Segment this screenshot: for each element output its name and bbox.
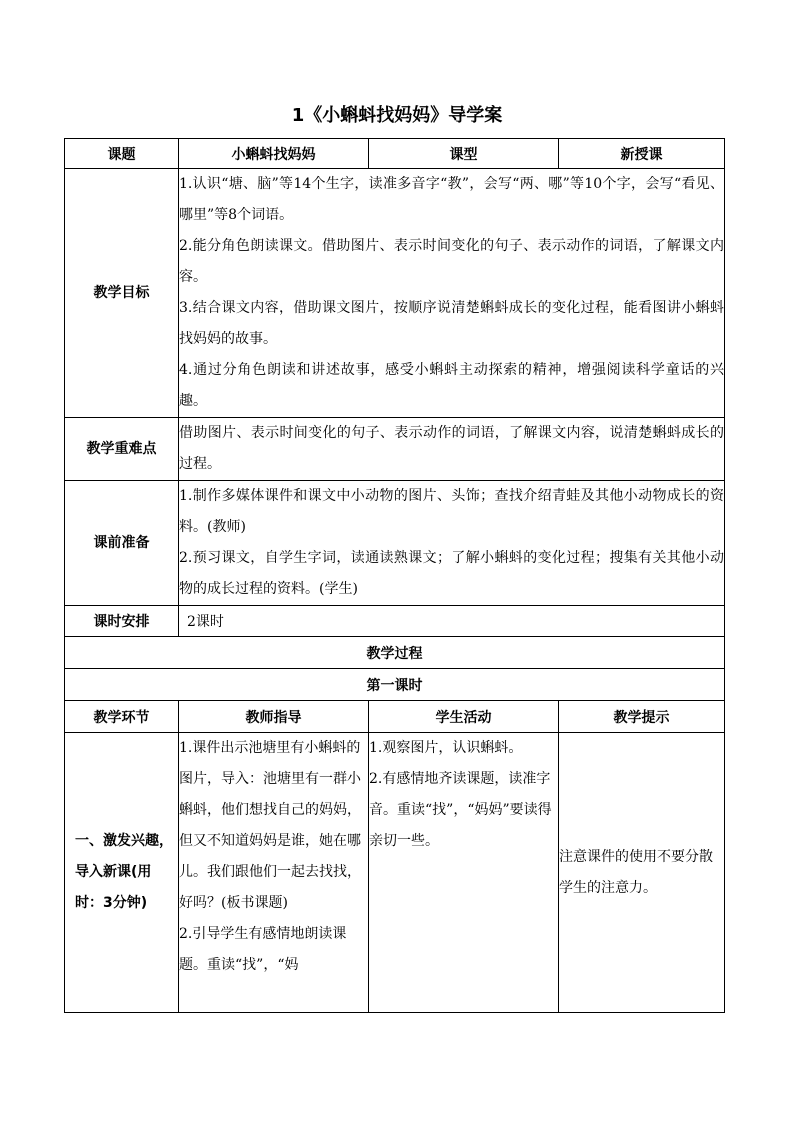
column-header: 教师指导 [179,701,369,733]
process-title-row [65,637,725,669]
topic-label: 课题 [65,139,179,169]
type-value: 新授课 [559,139,725,169]
teacher-item: 1.课件出示池塘里有小蝌蚪的图片，导入：池塘里有一群小蝌蚪，他们想找自己的妈妈，但又不知道妈妈是谁，她在哪儿。我们跟他们一起去找找，好吗？(板书课题) [179,740,361,911]
preparation-label: 课前准备 [65,481,179,606]
step-row [65,733,725,1013]
topic-value: 小蝌蚪找妈妈 [179,139,369,169]
goal-item: 1.认识“塘、脑”等14个生字，读准多音字“教”，会写“两、哪”等10个字，会写“看见、哪里”等8个词语。 [179,176,724,223]
column-header: 教学环节 [65,701,179,733]
goal-item: 3.结合课文内容，借助课文图片，按顺序说清楚蝌蚪成长的变化过程，能看图讲小蝌蚪找妈妈的故事。 [179,300,724,347]
key-points-label: 教学重难点 [65,418,179,481]
preparation-row [65,481,725,606]
step-label: 一、激发兴趣，导入新课(用时：3分钟) [65,733,179,1013]
goals-label: 教学目标 [65,169,179,418]
document-title: 1《小蝌蚪找妈妈》导学案 [291,105,503,126]
goal-item: 4.通过分角色朗读和讲述故事，感受小蝌蚪主动探索的精神，增强阅读科学童话的兴趣。 [179,362,724,409]
goal-item: 2.能分角色朗读课文。借助图片、表示时间变化的句子、表示动作的词语，了解课文内容。 [179,238,724,285]
column-header: 学生活动 [369,701,559,733]
column-header: 教学提示 [559,701,725,733]
schedule-value: 2课时 [179,606,725,637]
preparation-content [179,481,725,606]
key-points-row [65,418,725,481]
key-points-content [179,418,725,481]
lesson-title: 第一课时 [65,669,725,701]
lesson-title-row [65,669,725,701]
student-item: 1.观察图片，认识蝌蚪。 [369,740,523,756]
preparation-item: 2.预习课文，自学生字词，读通读熟课文；了解小蝌蚪的变化过程；搜集有关其他小动物的成长过程的资料。(学生) [179,550,724,597]
preparation-item: 1.制作多媒体课件和课文中小动物的图片、头饰；查找介绍青蛙及其他小动物成长的资料。(教师) [179,488,724,535]
type-label: 课型 [369,139,559,169]
process-title: 教学过程 [65,637,725,669]
goals-content [179,169,725,418]
teacher-guidance [179,733,369,1013]
goals-row [65,169,725,418]
column-header-row [65,701,725,733]
teaching-tip: 注意课件的使用不要分散学生的注意力。 [559,733,725,1013]
lesson-plan-table [64,138,725,1013]
schedule-label: 课时安排 [65,606,179,637]
schedule-row [65,606,725,637]
teacher-item: 2.引导学生有感情地朗读课题。重读“找”，“妈 [179,926,347,973]
key-points-text: 借助图片、表示时间变化的句子、表示动作的词语，了解课文内容，说清楚蝌蚪成长的过程。 [179,425,724,472]
student-activity [369,733,559,1013]
header-row [65,139,725,169]
student-item: 2.有感情地齐读课题，读准字音。重读“找”，“妈妈”要读得亲切一些。 [369,771,552,849]
